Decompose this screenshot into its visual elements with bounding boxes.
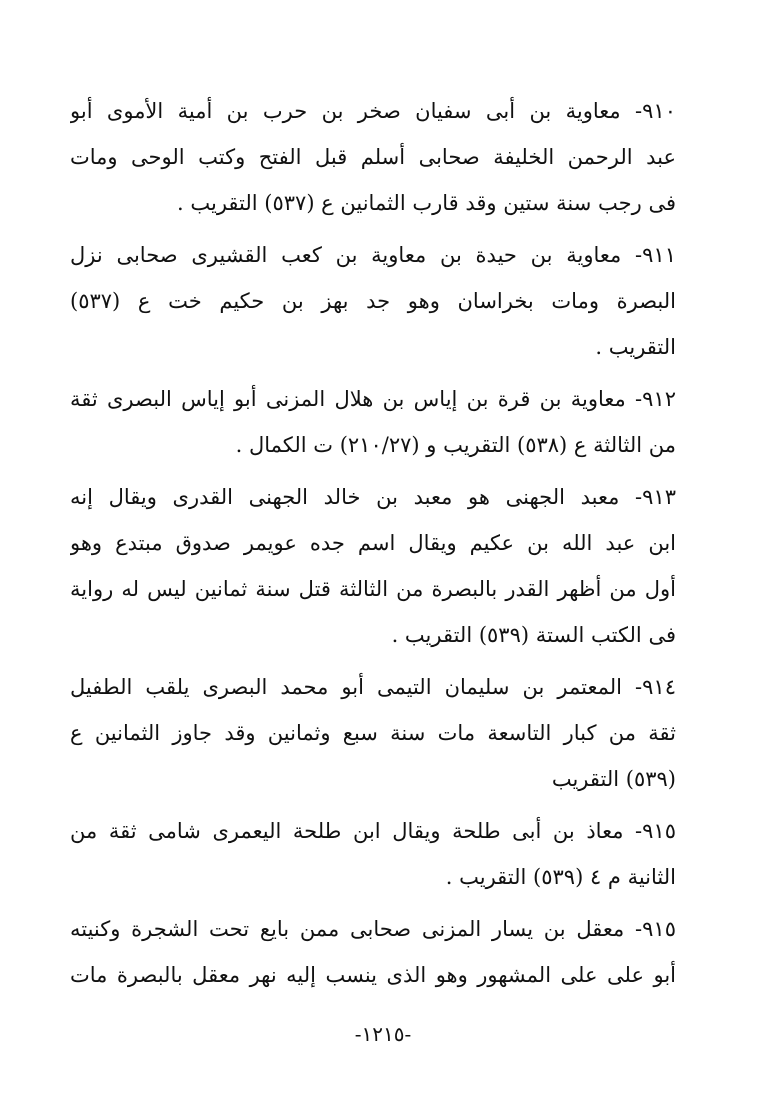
text-line: ثقة من كبار التاسعة مات سنة سبع وثمانين وقد جاوز الثمانين ع [70,721,676,745]
text-line: أول من أظهر القدر بالبصرة من الثالثة قتل سنة ثمانين ليس له رواية [70,577,676,601]
text-line: التقريب . [595,335,676,359]
entry-915-bis [70,906,676,998]
text-line: ٩١٢- معاوية بن قرة بن إياس بن هلال المزنى أبو إياس البصرى ثقة [70,387,676,411]
text-line: ٩١٥- معاذ بن أبى طلحة ويقال ابن طلحة اليعمرى شامى ثقة من [70,819,676,843]
text-line: (٥٣٩) التقريب [551,767,676,791]
document-body [70,88,676,1004]
entry-912 [70,376,676,468]
text-line: ابن عبد الله بن عكيم ويقال اسم جده عويمر صدوق مبتدع وهو [70,531,676,555]
page-number: -١٢١٥- [354,1022,412,1046]
text-line: ٩١٥َ- معقل بن يسار المزنى صحابى ممن بايع تحت الشجرة وكنيته [70,917,676,941]
text-line: فى الكتب الستة (٥٣٩) التقريب . [391,623,676,647]
entry-913 [70,474,676,658]
entry-915 [70,808,676,900]
text-line: فى رجب سنة ستين وقد قارب الثمانين ع (٥٣٧) التقريب . [177,191,676,215]
text-line: ٩١٤- المعتمر بن سليمان التيمى أبو محمد البصرى يلقب الطفيل [70,675,676,699]
text-line: أبو على على المشهور وهو الذى ينسب إليه نهر معقل بالبصرة مات [70,963,676,987]
text-line: البصرة ومات بخراسان وهو جد بهز بن حكيم خت ع (٥٣٧) [70,289,676,313]
text-line: الثانية م ٤ (٥٣٩) التقريب . [445,865,676,889]
text-line: ٩١١- معاوية بن حيدة بن معاوية بن كعب القشيرى صحابى نزل [70,243,676,267]
entry-914 [70,664,676,802]
text-line: عبد الرحمن الخليفة صحابى أسلم قبل الفتح وكتب الوحى ومات [70,145,676,169]
text-line: ٩١٣- معبد الجهنى هو معبد بن خالد الجهنى القدرى ويقال إنه [70,485,676,509]
entry-911 [70,232,676,370]
text-line: من الثالثة ع (٥٣٨) التقريب و (٢١٠/٢٧) ت الكمال . [235,433,676,457]
entry-910 [70,88,676,226]
text-line: ٩١٠- معاوية بن أبى سفيان صخر بن حرب بن أمية الأموى أبو [70,99,676,123]
